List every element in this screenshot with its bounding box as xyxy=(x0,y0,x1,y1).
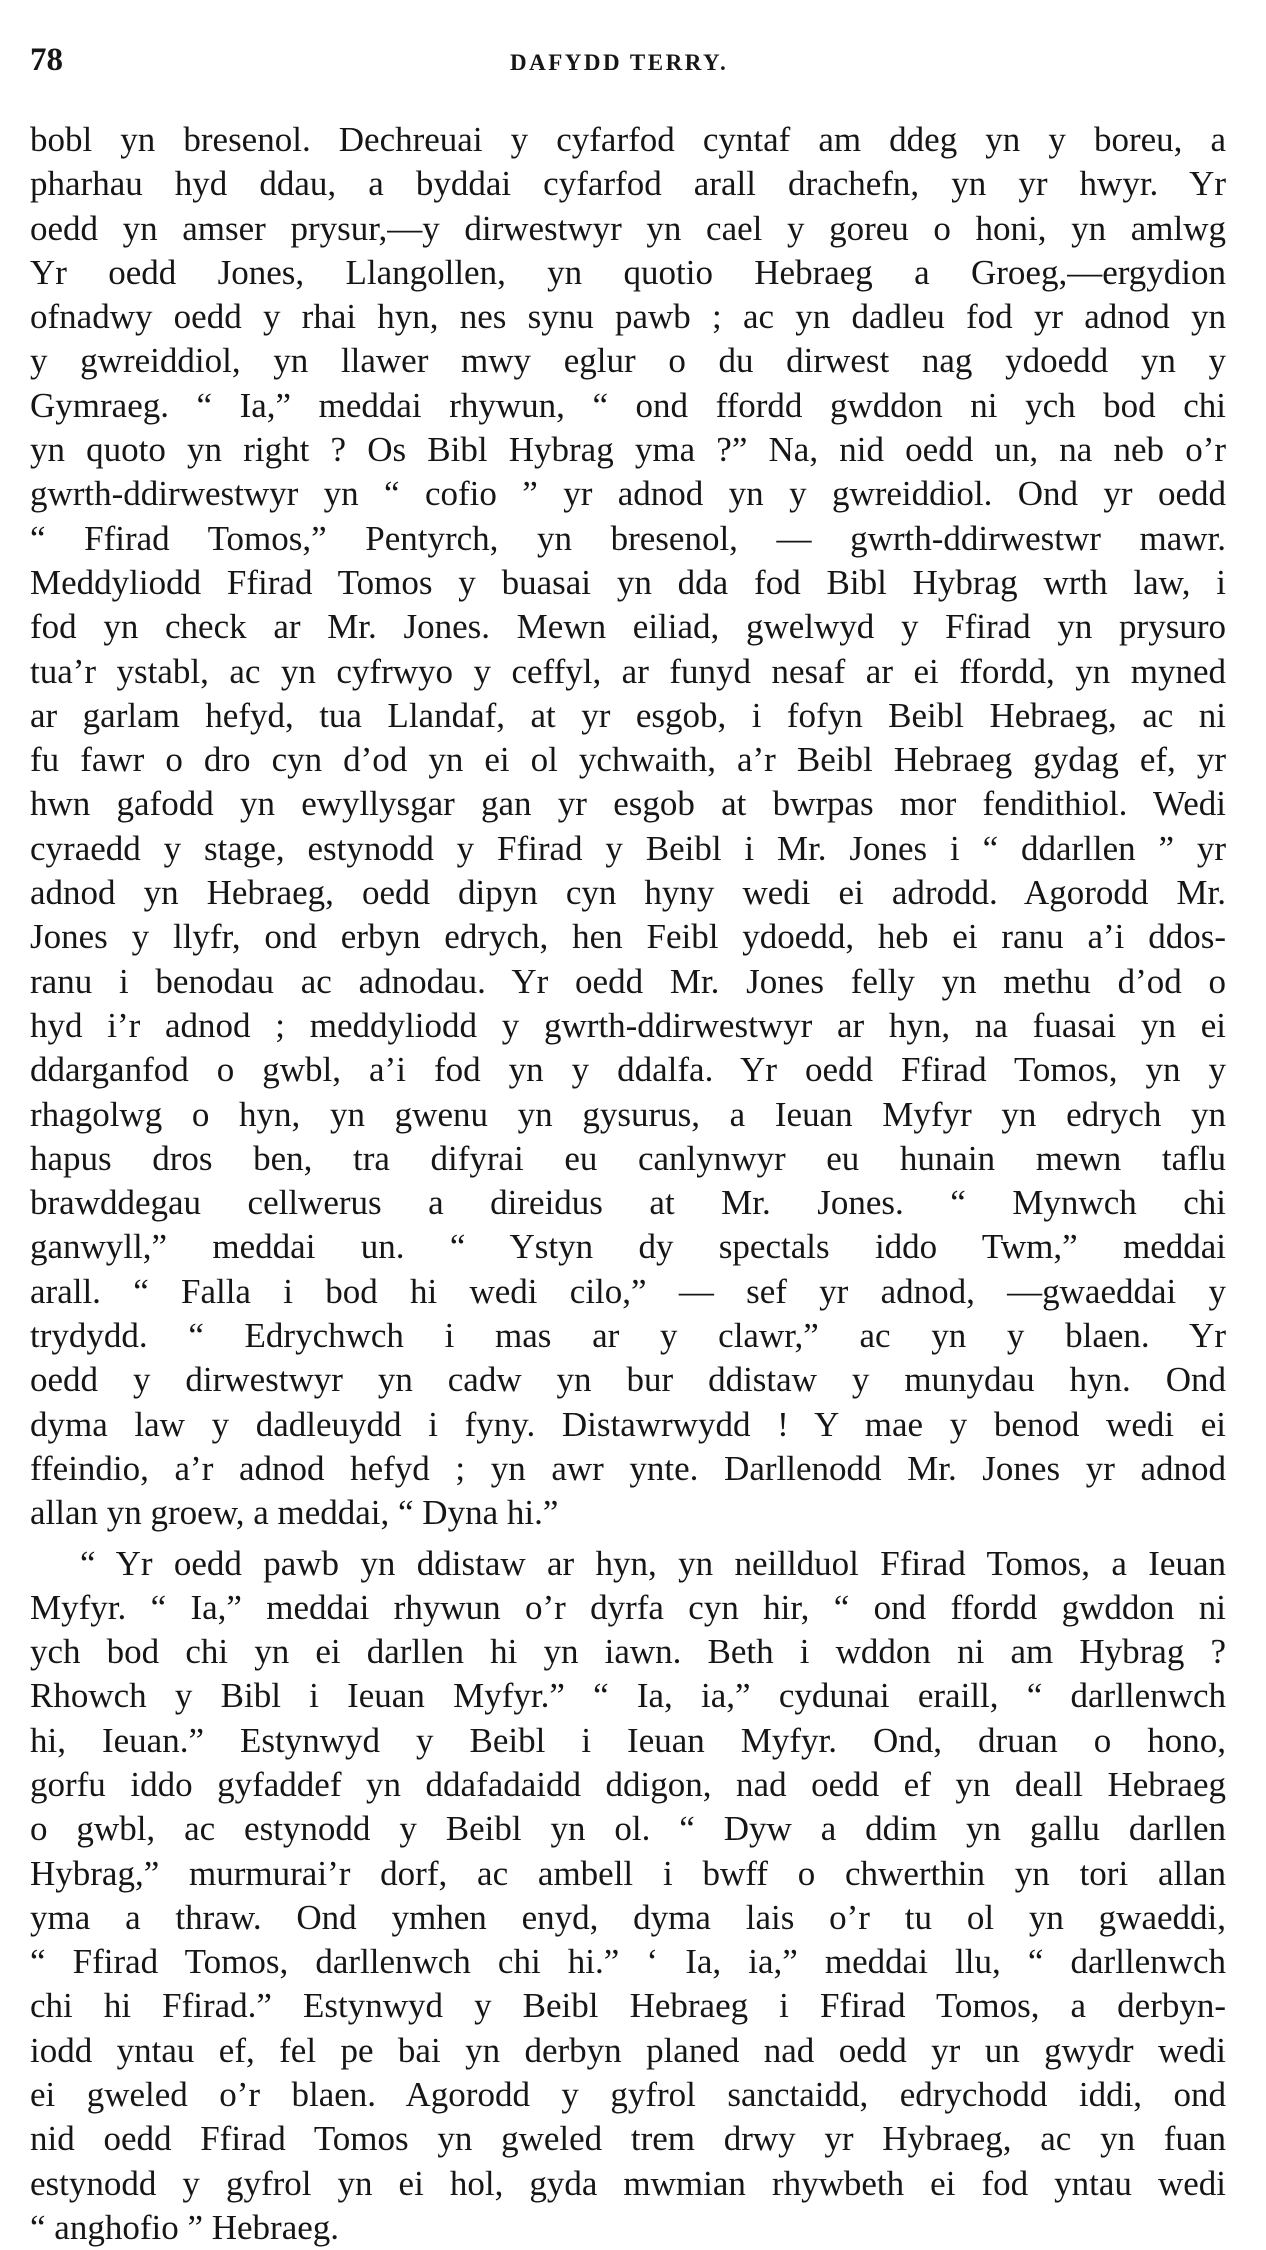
text-line-content: fu fawr o dro cyn d’od yn ei ol ychwaith, a’r Beibl Hebraeg gydag ef, yr xyxy=(30,738,1226,782)
text-line xyxy=(30,960,1226,1004)
body-text xyxy=(30,118,1226,2250)
text-line-content: “ Yr oedd pawb yn ddistaw ar hyn, yn neillduol Ffirad Tomos, a Ieuan xyxy=(30,1542,1226,1586)
text-line-content: tua’r ystabl, ac yn cyfrwyo y ceffyl, ar funyd nesaf ar ei ffordd, yn myned xyxy=(30,650,1226,694)
text-line xyxy=(30,1940,1226,1984)
text-line xyxy=(30,2029,1226,2073)
text-line-content: “ Ffirad Tomos, darllenwch chi hi.” ‘ Ia, ia,” meddai llu, “ darllenwch xyxy=(30,1940,1226,1984)
text-line-content: ar garlam hefyd, tua Llandaf, at yr esgob, i fofyn Beibl Hebraeg, ac ni xyxy=(30,694,1226,738)
text-line xyxy=(30,782,1226,826)
text-line xyxy=(30,1403,1226,1447)
text-line xyxy=(30,1763,1226,1807)
text-line-content: ei gweled o’r blaen. Agorodd y gyfrol sanctaidd, edrychodd iddi, ond xyxy=(30,2073,1226,2117)
text-line-content: “ anghofio ” Hebraeg. xyxy=(30,2206,1226,2250)
text-line xyxy=(30,2073,1226,2117)
text-line-content: o gwbl, ac estynodd y Beibl yn ol. “ Dyw a ddim yn gallu darllen xyxy=(30,1807,1226,1851)
text-line xyxy=(30,384,1226,428)
text-line xyxy=(30,915,1226,959)
text-line-content: nid oedd Ffirad Tomos yn gweled trem drwy yr Hybraeg, ac yn fuan xyxy=(30,2117,1226,2161)
text-line-content: Rhowch y Bibl i Ieuan Myfyr.” “ Ia, ia,” cydunai eraill, “ darllenwch xyxy=(30,1674,1226,1718)
text-line xyxy=(30,1984,1226,2028)
text-line xyxy=(30,339,1226,383)
text-line-content: ddarganfod o gwbl, a’i fod yn y ddalfa. Yr oedd Ffirad Tomos, yn y xyxy=(30,1048,1226,1092)
text-line xyxy=(30,738,1226,782)
text-line-content: Hybrag,” murmurai’r dorf, ac ambell i bwff o chwerthin yn tori allan xyxy=(30,1852,1226,1896)
text-line-content: hi, Ieuan.” Estynwyd y Beibl i Ieuan Myfyr. Ond, druan o hono, xyxy=(30,1719,1226,1763)
text-line-content: “ Ffirad Tomos,” Pentyrch, yn bresenol, — gwrth-ddirwestwr mawr. xyxy=(30,517,1226,561)
text-line-content: dyma law y dadleuydd i fyny. Distawrwydd ! Y mae y benod wedi ei xyxy=(30,1403,1226,1447)
text-line xyxy=(30,207,1226,251)
text-line-content: ffeindio, a’r adnod hefyd ; yn awr ynte. Darllenodd Mr. Jones yr adnod xyxy=(30,1447,1226,1491)
text-line-content: adnod yn Hebraeg, oedd dipyn cyn hyny wedi ei adrodd. Agorodd Mr. xyxy=(30,871,1226,915)
text-line xyxy=(30,118,1226,162)
text-line-content: estynodd y gyfrol yn ei hol, gyda mwmian rhywbeth ei fod yntau wedi xyxy=(30,2162,1226,2206)
text-line-content: Meddyliodd Ffirad Tomos y buasai yn dda fod Bibl Hybrag wrth law, i xyxy=(30,561,1226,605)
text-line-content: Gymraeg. “ Ia,” meddai rhywun, “ ond ffordd gwddon ni ych bod chi xyxy=(30,384,1226,428)
page-number: 78 xyxy=(30,42,63,79)
text-line-content: trydydd. “ Edrychwch i mas ar y clawr,” ac yn y blaen. Yr xyxy=(30,1314,1226,1358)
text-line xyxy=(30,162,1226,206)
text-line xyxy=(30,1314,1226,1358)
text-line xyxy=(30,1225,1226,1269)
text-line-content: oedd y dirwestwyr yn cadw yn bur ddistaw y munydau hyn. Ond xyxy=(30,1358,1226,1402)
text-line-content: pharhau hyd ddau, a byddai cyfarfod arall drachefn, yn yr hwyr. Yr xyxy=(30,162,1226,206)
text-line xyxy=(30,1630,1226,1674)
text-line xyxy=(30,1542,1226,1586)
text-line xyxy=(30,1491,1226,1535)
text-line-content: rhagolwg o hyn, yn gwenu yn gysurus, a Ieuan Myfyr yn edrych yn xyxy=(30,1093,1226,1137)
text-line xyxy=(30,1004,1226,1048)
text-line-content: fod yn check ar Mr. Jones. Mewn eiliad, gwelwyd y Ffirad yn prysuro xyxy=(30,605,1226,649)
text-line-content: bobl yn bresenol. Dechreuai y cyfarfod cyntaf am ddeg yn y boreu, a xyxy=(30,118,1226,162)
text-line-content: allan yn groew, a meddai, “ Dyna hi.” xyxy=(30,1491,1226,1535)
text-line-content: cyraedd y stage, estynodd y Ffirad y Beibl i Mr. Jones i “ ddarllen ” yr xyxy=(30,827,1226,871)
text-line xyxy=(30,1181,1226,1225)
text-line-content: hapus dros ben, tra difyrai eu canlynwyr eu hunain mewn taflu xyxy=(30,1137,1226,1181)
text-line xyxy=(30,2206,1226,2250)
text-line xyxy=(30,605,1226,649)
text-line xyxy=(30,1807,1226,1851)
running-head: DAFYDD TERRY. xyxy=(510,50,728,76)
text-line-content: ofnadwy oedd y rhai hyn, nes synu pawb ; ac yn dadleu fod yr adnod yn xyxy=(30,295,1226,339)
text-line xyxy=(30,1896,1226,1940)
text-line xyxy=(30,694,1226,738)
text-line xyxy=(30,827,1226,871)
text-line xyxy=(30,251,1226,295)
text-line-content: hyd i’r adnod ; meddyliodd y gwrth-ddirwestwyr ar hyn, na fuasai yn ei xyxy=(30,1004,1226,1048)
text-line-content: ych bod chi yn ei darllen hi yn iawn. Beth i wddon ni am Hybrag ? xyxy=(30,1630,1226,1674)
text-line-content: yn quoto yn right ? Os Bibl Hybrag yma ?” Na, nid oedd un, na neb o’r xyxy=(30,428,1226,472)
text-line-content: gwrth-ddirwestwyr yn “ cofio ” yr adnod yn y gwreiddiol. Ond yr oedd xyxy=(30,472,1226,516)
text-line xyxy=(30,871,1226,915)
text-line xyxy=(30,1093,1226,1137)
text-line-content: oedd yn amser prysur,—y dirwestwyr yn cael y goreu o honi, yn amlwg xyxy=(30,207,1226,251)
text-line-content: arall. “ Falla i bod hi wedi cilo,” — sef yr adnod, —gwaeddai y xyxy=(30,1270,1226,1314)
text-line xyxy=(30,428,1226,472)
text-line xyxy=(30,472,1226,516)
text-line-content: hwn gafodd yn ewyllysgar gan yr esgob at bwrpas mor fendithiol. Wedi xyxy=(30,782,1226,826)
text-line xyxy=(30,1137,1226,1181)
text-line xyxy=(30,650,1226,694)
text-line-content: y gwreiddiol, yn llawer mwy eglur o du dirwest nag ydoedd yn y xyxy=(30,339,1226,383)
page-header xyxy=(30,42,1230,82)
text-line xyxy=(30,2162,1226,2206)
text-line-content: ranu i benodau ac adnodau. Yr oedd Mr. Jones felly yn methu d’od o xyxy=(30,960,1226,1004)
text-line xyxy=(30,1674,1226,1718)
text-line xyxy=(30,1447,1226,1491)
text-line-content: ganwyll,” meddai un. “ Ystyn dy spectals iddo Twm,” meddai xyxy=(30,1225,1226,1269)
text-line-content: Myfyr. “ Ia,” meddai rhywun o’r dyrfa cyn hir, “ ond ffordd gwddon ni xyxy=(30,1586,1226,1630)
paragraph xyxy=(30,118,1226,1536)
text-line xyxy=(30,1852,1226,1896)
text-line-content: yma a thraw. Ond ymhen enyd, dyma lais o’r tu ol yn gwaeddi, xyxy=(30,1896,1226,1940)
text-line-content: Jones y llyfr, ond erbyn edrych, hen Feibl ydoedd, heb ei ranu a’i ddos- xyxy=(30,915,1226,959)
text-line xyxy=(30,1358,1226,1402)
text-line xyxy=(30,1270,1226,1314)
text-line xyxy=(30,1586,1226,1630)
paragraph xyxy=(30,1542,1226,2250)
text-line xyxy=(30,295,1226,339)
text-line xyxy=(30,517,1226,561)
text-line-content: iodd yntau ef, fel pe bai yn derbyn planed nad oedd yr un gwydr wedi xyxy=(30,2029,1226,2073)
text-line-content: chi hi Ffirad.” Estynwyd y Beibl Hebraeg i Ffirad Tomos, a derbyn- xyxy=(30,1984,1226,2028)
text-line xyxy=(30,561,1226,605)
text-line-content: gorfu iddo gyfaddef yn ddafadaidd ddigon, nad oedd ef yn deall Hebraeg xyxy=(30,1763,1226,1807)
text-line xyxy=(30,1048,1226,1092)
text-line xyxy=(30,2117,1226,2161)
text-line-content: Yr oedd Jones, Llangollen, yn quotio Hebraeg a Groeg,—ergydion xyxy=(30,251,1226,295)
text-line xyxy=(30,1719,1226,1763)
text-line-content: brawddegau cellwerus a direidus at Mr. Jones. “ Mynwch chi xyxy=(30,1181,1226,1225)
